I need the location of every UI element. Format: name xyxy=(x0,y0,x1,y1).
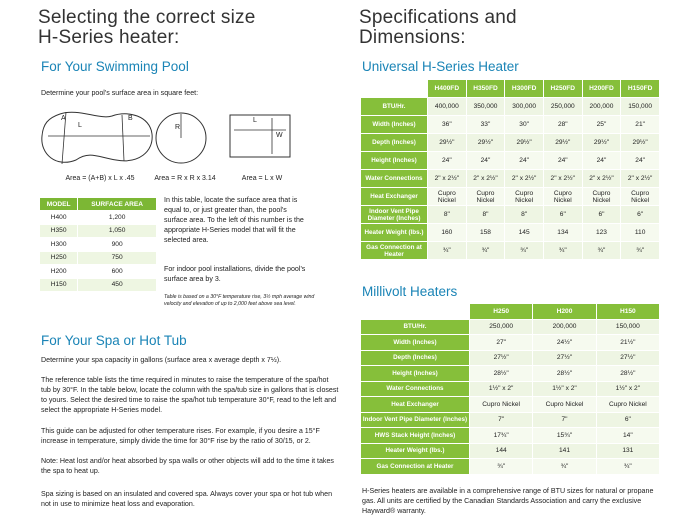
table-cell: 14" xyxy=(597,428,659,443)
table-cell: 8" xyxy=(467,206,505,223)
pool-side-text-2: For indoor pool installations, divide the pool's surface area by 3. xyxy=(164,265,306,283)
table-cell: 24" xyxy=(583,152,621,169)
table-cell: 2" x 2½" xyxy=(505,170,543,187)
table-cell-model: H300 xyxy=(50,240,67,248)
row-header: Heater Weight (lbs.) xyxy=(361,444,469,459)
table-cell: 2" x 2½" xyxy=(583,170,621,187)
millivolt-spec-table xyxy=(360,303,660,475)
row-header: HWS Stack Height (Inches) xyxy=(361,428,469,443)
table-row xyxy=(361,242,659,259)
table-cell: 24" xyxy=(621,152,659,169)
table-cell: ¾" xyxy=(505,242,543,259)
table-row xyxy=(361,188,659,205)
right-title-line1: Specifications and xyxy=(359,7,517,28)
table-corner xyxy=(361,304,469,319)
row-header: Heater Weight (lbs.) xyxy=(361,224,427,241)
column-header: H200 xyxy=(533,304,595,319)
table-row xyxy=(40,279,156,292)
table-cell: 24" xyxy=(544,152,582,169)
table-cell: 131 xyxy=(597,444,659,459)
table-cell: 1½" x 2" xyxy=(470,382,532,397)
table-cell: 15¾" xyxy=(533,428,595,443)
table-cell: 300,000 xyxy=(505,98,543,115)
table-header-row xyxy=(40,198,156,210)
table-cell: 144 xyxy=(470,444,532,459)
row-header: Water Connections xyxy=(361,170,427,187)
row-header: Height (Inches) xyxy=(361,152,427,169)
spa-paragraph-1: Determine your spa capacity in gallons (surface area x average depth x 7½). xyxy=(41,356,282,364)
spa-heading: For Your Spa or Hot Tub xyxy=(41,333,187,348)
table-cell: ¾" xyxy=(533,459,595,474)
table-cell: 145 xyxy=(505,224,543,241)
table-cell: 200,000 xyxy=(533,320,595,335)
round-formula: Area = R x R x 3.14 xyxy=(154,175,216,182)
table-cell-model: H200 xyxy=(50,267,67,275)
kidney-label-a: A xyxy=(61,115,66,122)
table-cell: ¾" xyxy=(597,459,659,474)
left-title-line1: Selecting the correct size xyxy=(38,7,256,28)
table-cell: 2" x 2½" xyxy=(467,170,505,187)
table-cell: 6" xyxy=(583,206,621,223)
table-row xyxy=(361,134,659,151)
column-header: H150FD xyxy=(621,80,659,97)
column-header: H350FD xyxy=(467,80,505,97)
spa-paragraph-4: Note: Heat lost and/or heat absorbed by spa walls or other objects will add to the time it takes the spa to heat up. xyxy=(41,457,334,475)
table-cell: ¾" xyxy=(428,242,466,259)
right-title xyxy=(359,8,517,48)
table-cell: 8" xyxy=(428,206,466,223)
table-row xyxy=(361,170,659,187)
row-header: Heat Exchanger xyxy=(361,188,427,205)
table-cell: Cupro Nickel xyxy=(470,397,532,412)
table-cell: 29½" xyxy=(505,134,543,151)
left-title-line2: H-Series heater: xyxy=(38,27,180,48)
row-header: Indoor Vent Pipe Diameter (Inches) xyxy=(361,206,427,223)
row-header: BTU/Hr. xyxy=(361,98,427,115)
row-header: Gas Connection at Heater xyxy=(361,459,469,474)
right-footer: H-Series heaters are available in a comprehensive range of BTU sizes for natural or propane gas. All units are certified by the Canadian Standards Association and carry the exclusive Hayward® warranty. xyxy=(362,487,654,515)
column-header: H400FD xyxy=(428,80,466,97)
pool-side-text-1: In this table, locate the surface area that is equal to, or just greater than, the pool's surface area. To the left of this number is the appropriate H-Series model that will fit the selected area. xyxy=(164,196,304,244)
table-header-surface-area: SURFACE AREA xyxy=(78,198,156,210)
table-cell: 29½" xyxy=(544,134,582,151)
table-cell-area: 600 xyxy=(111,267,123,275)
table-row xyxy=(361,366,659,381)
column-header: H250 xyxy=(470,304,532,319)
table-cell: 30" xyxy=(505,116,543,133)
table-row xyxy=(361,428,659,443)
table-row xyxy=(361,206,659,223)
row-header: BTU/Hr. xyxy=(361,320,469,335)
table-cell: 36" xyxy=(428,116,466,133)
table-cell: ¾" xyxy=(467,242,505,259)
table-cell: 27½" xyxy=(470,351,532,366)
table-cell: 250,000 xyxy=(544,98,582,115)
table-cell: Cupro Nickel xyxy=(597,397,659,412)
table-row xyxy=(361,413,659,428)
table-cell: 29½" xyxy=(428,134,466,151)
table-cell: 24½" xyxy=(533,335,595,350)
row-header: Gas Connection at Heater xyxy=(361,242,427,259)
table-cell: 134 xyxy=(544,224,582,241)
table-row xyxy=(361,116,659,133)
table-cell: 158 xyxy=(467,224,505,241)
pool-intro: Determine your pool's surface area in square feet: xyxy=(41,89,199,97)
table-header-model: MODEL xyxy=(40,198,77,210)
table-cell: 141 xyxy=(533,444,595,459)
row-header: Depth (Inches) xyxy=(361,134,427,151)
table-cell: 7" xyxy=(533,413,595,428)
table-cell: 28" xyxy=(544,116,582,133)
table-cell: 350,000 xyxy=(467,98,505,115)
column-header: H250FD xyxy=(544,80,582,97)
table-row xyxy=(361,320,659,335)
table-cell: 6" xyxy=(544,206,582,223)
rect-label-l: L xyxy=(253,117,257,124)
table-cell: ¾" xyxy=(544,242,582,259)
table-header-row xyxy=(361,80,659,97)
table-cell: 24" xyxy=(505,152,543,169)
table-cell: 21" xyxy=(621,116,659,133)
table-cell-model: H150 xyxy=(40,279,77,292)
table-cell: 123 xyxy=(583,224,621,241)
kidney-pool-diagram xyxy=(38,106,158,170)
row-header: Indoor Vent Pipe Diameter (Inches) xyxy=(361,413,469,428)
table-cell: 25" xyxy=(583,116,621,133)
table-cell: 24" xyxy=(467,152,505,169)
pool-size-table xyxy=(39,197,157,292)
table-cell: 27½" xyxy=(597,351,659,366)
round-label-r: R xyxy=(175,124,181,131)
column-header: H150 xyxy=(597,304,659,319)
table-cell: 150,000 xyxy=(597,320,659,335)
table-row xyxy=(361,397,659,412)
row-header: Water Connections xyxy=(361,382,469,397)
pool-heading: For Your Swimming Pool xyxy=(41,59,189,74)
row-header: Width (Inches) xyxy=(361,116,427,133)
column-header: H300FD xyxy=(505,80,543,97)
table-corner xyxy=(361,80,427,97)
table-cell: 110 xyxy=(621,224,659,241)
table-cell: 33" xyxy=(467,116,505,133)
spa-paragraph-5: Spa sizing is based on an insulated and covered spa. Always cover your spa or hot tub when not in use to minimize heat loss and evaporation. xyxy=(41,490,333,508)
table-cell-area: 750 xyxy=(78,252,156,265)
kidney-label-l: L xyxy=(78,122,82,129)
table-row xyxy=(361,224,659,241)
table-cell: 29½" xyxy=(621,134,659,151)
table-cell-area: 450 xyxy=(78,279,156,292)
table-cell-area: 1,050 xyxy=(78,225,156,238)
table-cell: Cupro Nickel xyxy=(533,397,595,412)
table-row xyxy=(40,252,156,265)
table-cell-model: H250 xyxy=(40,252,77,265)
table-cell: 2" x 2½" xyxy=(428,170,466,187)
table-cell-model: H400 xyxy=(50,213,67,221)
right-title-line2: Dimensions: xyxy=(359,27,466,48)
table-cell: 28½" xyxy=(533,366,595,381)
pool-footnote: Table is based on a 30°F temperature rise, 3½ mph average wind velocity and elevation of up to 2,000 feet above sea level. xyxy=(164,294,315,307)
table-cell: 400,000 xyxy=(428,98,466,115)
round-pool-diagram xyxy=(153,110,209,166)
table-cell: 28½" xyxy=(597,366,659,381)
table-cell: 2" x 2½" xyxy=(544,170,582,187)
millivolt-table-body xyxy=(361,320,659,474)
table-cell: Cupro Nickel xyxy=(505,188,543,205)
column-header: H200FD xyxy=(583,80,621,97)
kidney-label-b: B xyxy=(128,115,133,122)
table-row xyxy=(40,225,156,238)
table-cell: 29½" xyxy=(583,134,621,151)
table-row xyxy=(361,459,659,474)
universal-spec-table xyxy=(360,79,660,260)
millivolt-heading: Millivolt Heaters xyxy=(362,284,458,299)
rect-label-w: W xyxy=(276,132,283,139)
table-row xyxy=(40,211,156,224)
table-cell: 7" xyxy=(470,413,532,428)
table-cell: Cupro Nickel xyxy=(544,188,582,205)
table-cell: Cupro Nickel xyxy=(583,188,621,205)
table-cell-area: 1,200 xyxy=(108,213,126,221)
table-cell-model: H350 xyxy=(40,225,77,238)
table-cell: 2" x 2½" xyxy=(621,170,659,187)
row-header: Depth (Inches) xyxy=(361,351,469,366)
table-cell: 1½" x 2" xyxy=(533,382,595,397)
row-header: Heat Exchanger xyxy=(361,397,469,412)
row-header: Width (Inches) xyxy=(361,335,469,350)
table-cell: Cupro Nickel xyxy=(467,188,505,205)
table-cell: Cupro Nickel xyxy=(428,188,466,205)
table-cell: ¾" xyxy=(583,242,621,259)
table-cell: 150,000 xyxy=(621,98,659,115)
table-cell: 8" xyxy=(505,206,543,223)
table-row xyxy=(361,98,659,115)
table-cell: 27" xyxy=(470,335,532,350)
table-cell-area: 900 xyxy=(111,240,123,248)
universal-heading: Universal H-Series Heater xyxy=(362,59,519,74)
table-row xyxy=(361,351,659,366)
table-row xyxy=(361,444,659,459)
kidney-formula: Area = (A+B) x L x .45 xyxy=(65,175,135,182)
table-cell: 27½" xyxy=(533,351,595,366)
table-cell: 17¾" xyxy=(470,428,532,443)
table-row xyxy=(361,152,659,169)
table-cell: 250,000 xyxy=(470,320,532,335)
table-cell: 29½" xyxy=(467,134,505,151)
table-cell: 24" xyxy=(428,152,466,169)
universal-table-body xyxy=(361,98,659,259)
spa-paragraph-3: This guide can be adjusted for other temperature rises. For example, if you desire a 15°F increase in temperature, simply divide the time for 30°F rise by the ratio of 30/15, or 2. xyxy=(41,427,320,445)
table-cell: 160 xyxy=(428,224,466,241)
table-cell: ¾" xyxy=(470,459,532,474)
table-cell: 28½" xyxy=(470,366,532,381)
table-header-row xyxy=(361,304,659,319)
table-cell: 6" xyxy=(621,206,659,223)
table-cell: ¾" xyxy=(621,242,659,259)
table-cell: Cupro Nickel xyxy=(621,188,659,205)
table-cell: 200,000 xyxy=(583,98,621,115)
spa-paragraph-2: The reference table lists the time required in minutes to raise the temperature of the spa/hot tub by 30°F. In the table below, locate the column with the spa/tub size in gallons that is closest to yours. Select the desired time to raise the spa/hot tub temperature 30°F, read to the left and select the appropriate H-Series model. xyxy=(41,376,339,414)
row-header: Height (Inches) xyxy=(361,366,469,381)
kidney-pool-shape xyxy=(42,112,152,162)
left-title xyxy=(38,8,255,48)
table-row xyxy=(40,265,156,278)
rect-formula: Area = L x W xyxy=(241,175,283,182)
table-row xyxy=(361,382,659,397)
table-cell: 6" xyxy=(597,413,659,428)
table-row xyxy=(361,335,659,350)
table-row xyxy=(40,238,156,251)
table-cell: 21½" xyxy=(597,335,659,350)
table-cell: 1½" x 2" xyxy=(597,382,659,397)
